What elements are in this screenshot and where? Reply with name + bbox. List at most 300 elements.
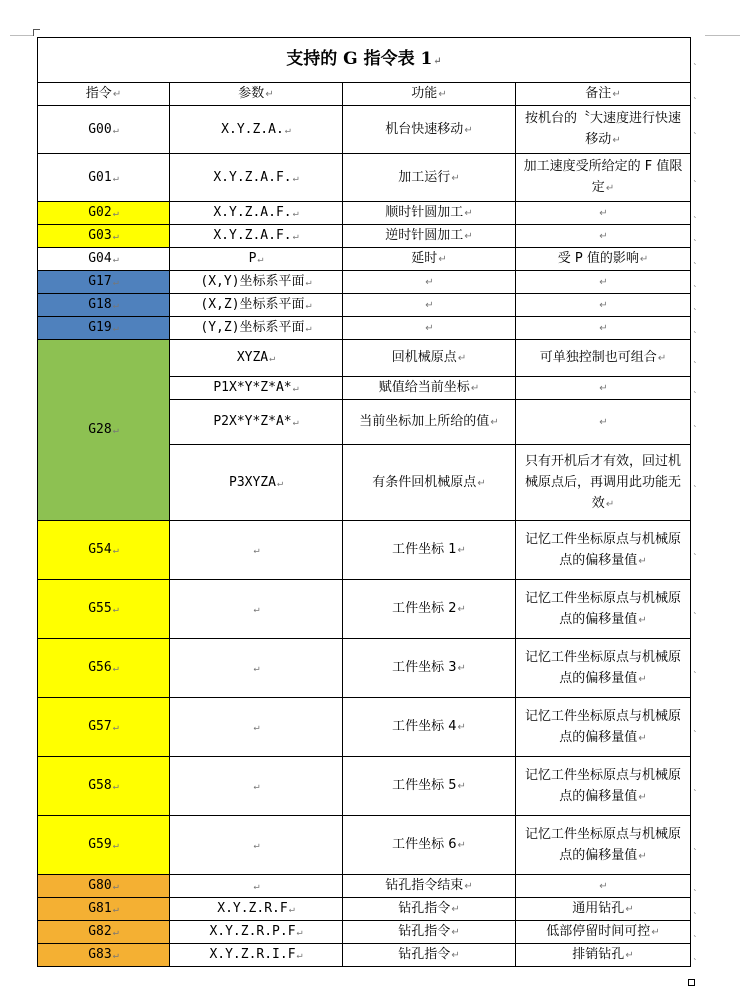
code-cell xyxy=(38,294,170,317)
row-end-mark: ˎ xyxy=(693,300,698,311)
function-cell-text: 钻孔指令 xyxy=(398,947,451,962)
code-cell xyxy=(38,698,170,757)
function-cell xyxy=(343,898,516,921)
function-cell xyxy=(343,757,516,816)
code-cell-text: G82 xyxy=(88,924,112,939)
paragraph-mark: ↵ xyxy=(438,89,447,100)
function-cell-text: 钻孔指令结束 xyxy=(385,878,464,893)
params-cell xyxy=(170,580,343,639)
params-cell-text: X.Y.Z.A.F. xyxy=(213,169,292,185)
note-cell xyxy=(516,698,691,757)
paragraph-mark: ↵ xyxy=(625,950,634,961)
note-cell xyxy=(516,317,691,340)
paragraph-mark: ↵ xyxy=(464,231,473,242)
paragraph-mark: ↵ xyxy=(257,254,264,265)
header-note-text: 备注 xyxy=(585,86,612,101)
function-cell-text: 工件坐标 5 xyxy=(392,778,457,793)
code-cell-text: G54 xyxy=(88,542,112,557)
code-cell-text: G81 xyxy=(88,901,112,916)
code-cell-text: G03 xyxy=(88,228,112,243)
function-cell-text: 工件坐标 1 xyxy=(392,542,457,557)
function-cell-text: 工件坐标 2 xyxy=(392,601,457,616)
paragraph-mark: ↵ xyxy=(305,323,312,334)
header-rule-left xyxy=(10,35,33,36)
paragraph-mark: ↵ xyxy=(477,477,486,489)
table-row xyxy=(38,698,691,757)
params-cell xyxy=(170,816,343,875)
paragraph-mark: ↵ xyxy=(284,124,291,136)
note-cell-text: 记忆工件坐标原点与机械原点的偏移量值 xyxy=(524,531,681,568)
row-end-mark: ˎ xyxy=(693,663,698,674)
row-end-mark: ˎ xyxy=(693,904,698,915)
paragraph-mark: ↵ xyxy=(253,604,260,615)
row-end-mark: ˎ xyxy=(693,231,698,242)
paragraph-mark: ↵ xyxy=(599,300,608,311)
code-cell-text: G59 xyxy=(88,837,112,852)
row-end-mark: ˎ xyxy=(693,173,698,183)
paragraph-mark: ↵ xyxy=(112,927,119,938)
table-body xyxy=(38,38,691,967)
row-end-mark: ˎ xyxy=(693,881,698,892)
params-cell xyxy=(170,875,343,898)
note-cell-text: 受 P 值的影响 xyxy=(557,251,639,266)
row-end-mark: ˎ xyxy=(693,478,698,488)
table-row xyxy=(38,875,691,898)
row-end-mark: ˎ xyxy=(693,55,698,66)
code-cell-text: G19 xyxy=(88,320,112,335)
code-cell-text: G56 xyxy=(88,660,112,675)
params-cell xyxy=(170,400,343,445)
paragraph-mark: ↵ xyxy=(296,950,303,961)
function-cell-text: 回机械原点 xyxy=(391,350,457,365)
row-end-mark: ˎ xyxy=(693,604,698,615)
code-cell xyxy=(38,898,170,921)
code-cell-text: G57 xyxy=(88,719,112,734)
params-cell-text: X.Y.Z.R.I.F xyxy=(209,947,296,962)
params-cell xyxy=(170,377,343,400)
function-cell xyxy=(343,921,516,944)
row-end-mark: ˎ xyxy=(693,840,698,851)
code-cell xyxy=(38,317,170,340)
paragraph-mark: ↵ xyxy=(599,323,608,334)
params-cell xyxy=(170,248,343,271)
row-end-mark: ˎ xyxy=(693,927,698,938)
function-cell xyxy=(343,816,516,875)
function-cell xyxy=(343,944,516,967)
paragraph-mark: ↵ xyxy=(438,254,447,265)
row-end-mark: ˎ xyxy=(693,417,698,428)
paragraph-mark: ↵ xyxy=(292,172,299,184)
function-cell-text: 钻孔指令 xyxy=(398,901,451,916)
code-cell-text: G02 xyxy=(88,205,112,220)
paragraph-mark: ↵ xyxy=(269,353,276,364)
note-cell-text: 加工速度受所给定的 F 值限定 xyxy=(523,159,683,195)
paragraph-mark: ↵ xyxy=(112,277,119,288)
note-cell xyxy=(516,154,691,202)
row-end-mark: ˎ xyxy=(693,781,698,792)
table-row xyxy=(38,639,691,698)
paragraph-mark: ↵ xyxy=(292,383,299,394)
note-cell xyxy=(516,875,691,898)
row-end-mark: ˎ xyxy=(693,950,698,961)
params-cell xyxy=(170,294,343,317)
code-cell xyxy=(38,340,170,521)
table-end-marker xyxy=(688,979,695,986)
paragraph-mark: ↵ xyxy=(457,840,466,851)
note-cell-text: 排销钻孔 xyxy=(572,947,625,962)
function-cell xyxy=(343,377,516,400)
paragraph-mark: ↵ xyxy=(451,927,460,938)
paragraph-mark: ↵ xyxy=(433,55,442,67)
code-cell-text: G55 xyxy=(88,601,112,616)
function-cell-text: 逆时针圆加工 xyxy=(385,228,464,243)
note-cell-text: 只有开机后才有效，回过机械原点后，再调用此功能无效 xyxy=(524,453,681,511)
params-cell-text: P2X*Y*Z*A* xyxy=(213,414,292,429)
paragraph-mark: ↵ xyxy=(490,417,499,428)
code-cell-text: G01 xyxy=(88,169,112,185)
paragraph-mark: ↵ xyxy=(112,323,119,334)
paragraph-mark: ↵ xyxy=(288,904,295,915)
code-cell xyxy=(38,154,170,202)
note-cell xyxy=(516,757,691,816)
paragraph-mark: ↵ xyxy=(464,208,473,219)
paragraph-mark: ↵ xyxy=(292,231,299,242)
row-end-mark: ˎ xyxy=(693,722,698,733)
params-cell-text: X.Y.Z.A.F. xyxy=(213,205,292,220)
code-cell-text: G18 xyxy=(88,297,112,312)
code-cell-text: G00 xyxy=(88,121,112,137)
params-cell xyxy=(170,225,343,248)
header-command xyxy=(38,83,170,106)
note-cell xyxy=(516,106,691,154)
note-cell xyxy=(516,639,691,698)
code-cell xyxy=(38,202,170,225)
table-row xyxy=(38,294,691,317)
note-cell-text: 按机台的〝大速度进行快速移动 xyxy=(524,111,681,147)
table-row xyxy=(38,340,691,377)
paragraph-mark: ↵ xyxy=(612,135,621,146)
note-cell xyxy=(516,944,691,967)
function-cell xyxy=(343,154,516,202)
params-cell-text: X.Y.Z.R.P.F xyxy=(209,924,296,939)
paragraph-mark: ↵ xyxy=(425,277,434,288)
note-cell xyxy=(516,400,691,445)
paragraph-mark: ↵ xyxy=(457,604,466,615)
params-cell xyxy=(170,271,343,294)
paragraph-mark: ↵ xyxy=(112,89,122,100)
paragraph-mark: ↵ xyxy=(599,277,608,288)
paragraph-mark: ↵ xyxy=(292,208,299,219)
note-cell xyxy=(516,580,691,639)
paragraph-mark: ↵ xyxy=(253,881,260,892)
g-code-table xyxy=(37,37,691,967)
params-cell-text: (X,Z)坐标系平面 xyxy=(200,297,305,312)
paragraph-mark: ↵ xyxy=(599,208,608,219)
header-note xyxy=(516,83,691,106)
row-end-mark: ˎ xyxy=(693,383,698,394)
code-cell xyxy=(38,944,170,967)
paragraph-mark: ↵ xyxy=(657,353,667,364)
row-end-mark: ˎ xyxy=(693,254,698,265)
function-cell xyxy=(343,248,516,271)
note-cell-text: 记忆工件坐标原点与机械原点的偏移量值 xyxy=(524,826,681,863)
table-row xyxy=(38,154,691,202)
table-row xyxy=(38,248,691,271)
function-cell xyxy=(343,106,516,154)
paragraph-mark: ↵ xyxy=(112,904,119,915)
note-cell xyxy=(516,271,691,294)
params-cell-text: P1X*Y*Z*A* xyxy=(213,380,292,395)
note-cell-text: 记忆工件坐标原点与机械原点的偏移量值 xyxy=(524,590,681,627)
page-corner-mark xyxy=(33,29,40,36)
function-cell xyxy=(343,225,516,248)
code-cell xyxy=(38,921,170,944)
params-cell xyxy=(170,202,343,225)
paragraph-mark: ↵ xyxy=(112,254,119,265)
function-cell xyxy=(343,340,516,377)
function-cell-text: 工件坐标 3 xyxy=(392,660,457,675)
function-cell xyxy=(343,317,516,340)
paragraph-mark: ↵ xyxy=(112,663,119,674)
header-params-text: 参数 xyxy=(238,86,265,101)
paragraph-mark: ↵ xyxy=(425,300,434,311)
paragraph-mark: ↵ xyxy=(296,927,303,938)
header-params xyxy=(170,83,343,106)
function-cell xyxy=(343,639,516,698)
paragraph-mark: ↵ xyxy=(605,183,615,194)
function-cell xyxy=(343,580,516,639)
paragraph-mark: ↵ xyxy=(451,172,460,184)
code-cell xyxy=(38,521,170,580)
params-cell xyxy=(170,521,343,580)
function-cell-text: 当前坐标加上所给的值 xyxy=(359,414,490,429)
note-cell xyxy=(516,816,691,875)
params-cell-text: X.Y.Z.A. xyxy=(221,121,284,137)
function-cell xyxy=(343,875,516,898)
note-cell-text: 通用钻孔 xyxy=(572,901,625,916)
paragraph-mark: ↵ xyxy=(112,781,119,792)
function-cell xyxy=(343,521,516,580)
paragraph-mark: ↵ xyxy=(599,383,608,394)
params-cell xyxy=(170,757,343,816)
table-row xyxy=(38,225,691,248)
paragraph-mark: ↵ xyxy=(112,300,119,311)
code-cell-text: G80 xyxy=(88,878,112,893)
params-cell-text: (X,Y)坐标系平面 xyxy=(200,274,305,289)
paragraph-mark: ↵ xyxy=(112,722,119,733)
note-cell xyxy=(516,340,691,377)
paragraph-mark: ↵ xyxy=(457,722,466,733)
paragraph-mark: ↵ xyxy=(112,545,119,556)
function-cell-text: 延时 xyxy=(411,251,438,266)
header-rule-right xyxy=(705,35,740,36)
table-row xyxy=(38,816,691,875)
code-cell xyxy=(38,639,170,698)
note-cell xyxy=(516,921,691,944)
table-row xyxy=(38,202,691,225)
params-cell xyxy=(170,921,343,944)
note-cell-text: 可单独控制也可组合 xyxy=(539,350,657,365)
function-cell-text: 顺时针圆加工 xyxy=(385,205,464,220)
paragraph-mark: ↵ xyxy=(638,850,647,862)
paragraph-mark: ↵ xyxy=(112,231,119,242)
code-cell-text: G83 xyxy=(88,947,112,962)
function-cell-text: 工件坐标 4 xyxy=(392,719,457,734)
paragraph-mark: ↵ xyxy=(457,353,467,364)
code-cell xyxy=(38,106,170,154)
paragraph-mark: ↵ xyxy=(253,840,260,851)
function-cell-text: 机台快速移动 xyxy=(385,121,464,137)
code-cell xyxy=(38,875,170,898)
paragraph-mark: ↵ xyxy=(276,477,283,489)
row-end-mark: ˎ xyxy=(693,277,698,288)
function-cell xyxy=(343,294,516,317)
code-cell xyxy=(38,225,170,248)
header-command-text: 指令 xyxy=(85,86,112,101)
function-cell xyxy=(343,445,516,521)
paragraph-mark: ↵ xyxy=(599,417,608,428)
paragraph-mark: ↵ xyxy=(457,781,466,792)
params-cell xyxy=(170,698,343,757)
table-row xyxy=(38,317,691,340)
paragraph-mark: ↵ xyxy=(112,950,119,961)
function-cell-text: 赋值给当前坐标 xyxy=(378,380,470,395)
note-cell-text: 记忆工件坐标原点与机械原点的偏移量值 xyxy=(524,767,681,804)
function-cell-text: 有条件回机械原点 xyxy=(372,474,477,490)
paragraph-mark: ↵ xyxy=(638,673,647,685)
paragraph-mark: ↵ xyxy=(638,555,647,567)
table-row xyxy=(38,106,691,154)
function-cell xyxy=(343,400,516,445)
table-title: 支持的 G 指令表 1 xyxy=(286,48,433,69)
table-row xyxy=(38,757,691,816)
params-cell xyxy=(170,317,343,340)
paragraph-mark: ↵ xyxy=(639,254,649,265)
params-cell xyxy=(170,639,343,698)
table-row xyxy=(38,580,691,639)
code-cell-text: G04 xyxy=(88,251,112,266)
row-end-mark: ˎ xyxy=(693,125,698,135)
header-row xyxy=(38,83,691,106)
params-cell-text: P3XYZA xyxy=(229,474,276,490)
paragraph-mark: ↵ xyxy=(292,417,299,428)
function-cell xyxy=(343,202,516,225)
params-cell xyxy=(170,898,343,921)
row-end-mark: ˎ xyxy=(693,208,698,219)
function-cell-text: 工件坐标 6 xyxy=(392,837,457,852)
paragraph-mark: ↵ xyxy=(112,881,119,892)
paragraph-mark: ↵ xyxy=(599,881,608,892)
paragraph-mark: ↵ xyxy=(112,124,119,136)
note-cell-text: 低部停留时间可控 xyxy=(546,924,651,939)
note-cell xyxy=(516,377,691,400)
paragraph-mark: ↵ xyxy=(651,927,660,938)
params-cell xyxy=(170,154,343,202)
note-cell xyxy=(516,898,691,921)
paragraph-mark: ↵ xyxy=(612,89,621,100)
paragraph-mark: ↵ xyxy=(457,545,466,556)
paragraph-mark: ↵ xyxy=(253,663,260,674)
paragraph-mark: ↵ xyxy=(638,791,647,803)
function-cell xyxy=(343,698,516,757)
title-row xyxy=(38,38,691,83)
paragraph-mark: ↵ xyxy=(625,904,634,915)
paragraph-mark: ↵ xyxy=(112,172,119,184)
paragraph-mark: ↵ xyxy=(451,950,460,961)
paragraph-mark: ↵ xyxy=(451,904,460,915)
function-cell-text: 加工运行 xyxy=(398,169,451,185)
params-cell xyxy=(170,340,343,377)
header-function-text: 功能 xyxy=(411,86,438,101)
note-cell xyxy=(516,248,691,271)
row-end-mark: ˎ xyxy=(693,353,698,364)
paragraph-mark: ↵ xyxy=(605,498,615,510)
table-row xyxy=(38,921,691,944)
code-cell xyxy=(38,757,170,816)
table-row xyxy=(38,271,691,294)
params-cell-text: XYZA xyxy=(236,350,269,365)
note-cell-text: 记忆工件坐标原点与机械原点的偏移量值 xyxy=(524,708,681,745)
params-cell-text: P xyxy=(248,251,257,266)
paragraph-mark: ↵ xyxy=(112,604,119,615)
paragraph-mark: ↵ xyxy=(253,781,260,792)
paragraph-mark: ↵ xyxy=(464,124,473,136)
params-cell xyxy=(170,445,343,521)
paragraph-mark: ↵ xyxy=(464,881,473,892)
table-row xyxy=(38,898,691,921)
paragraph-mark: ↵ xyxy=(305,300,312,311)
paragraph-mark: ↵ xyxy=(425,323,434,334)
paragraph-mark: ↵ xyxy=(638,614,647,626)
paragraph-mark: ↵ xyxy=(457,663,466,674)
table-row xyxy=(38,521,691,580)
code-cell xyxy=(38,580,170,639)
code-cell-text: G17 xyxy=(88,274,112,289)
code-cell xyxy=(38,816,170,875)
paragraph-mark: ↵ xyxy=(112,208,119,219)
paragraph-mark: ↵ xyxy=(599,231,608,242)
row-end-mark: ˎ xyxy=(693,545,698,556)
paragraph-mark: ↵ xyxy=(112,425,119,436)
row-end-mark: ˎ xyxy=(693,89,698,100)
note-cell xyxy=(516,225,691,248)
paragraph-mark: ↵ xyxy=(265,89,274,100)
code-cell-text: G58 xyxy=(88,778,112,793)
paragraph-mark: ↵ xyxy=(305,277,312,288)
params-cell xyxy=(170,106,343,154)
function-cell xyxy=(343,271,516,294)
params-cell-text: (Y,Z)坐标系平面 xyxy=(200,320,305,335)
code-cell xyxy=(38,248,170,271)
paragraph-mark: ↵ xyxy=(470,383,480,394)
note-cell xyxy=(516,202,691,225)
note-cell xyxy=(516,294,691,317)
note-cell xyxy=(516,521,691,580)
paragraph-mark: ↵ xyxy=(253,722,260,733)
params-cell-text: X.Y.Z.A.F. xyxy=(213,228,292,243)
note-cell xyxy=(516,445,691,521)
table-title-cell xyxy=(38,38,691,83)
paragraph-mark: ↵ xyxy=(638,732,647,744)
code-cell-text: G28 xyxy=(88,422,112,437)
code-cell xyxy=(38,271,170,294)
table-row xyxy=(38,944,691,967)
header-function xyxy=(343,83,516,106)
paragraph-mark: ↵ xyxy=(253,545,260,556)
row-end-mark: ˎ xyxy=(693,323,698,334)
params-cell xyxy=(170,944,343,967)
function-cell-text: 钻孔指令 xyxy=(398,924,451,939)
